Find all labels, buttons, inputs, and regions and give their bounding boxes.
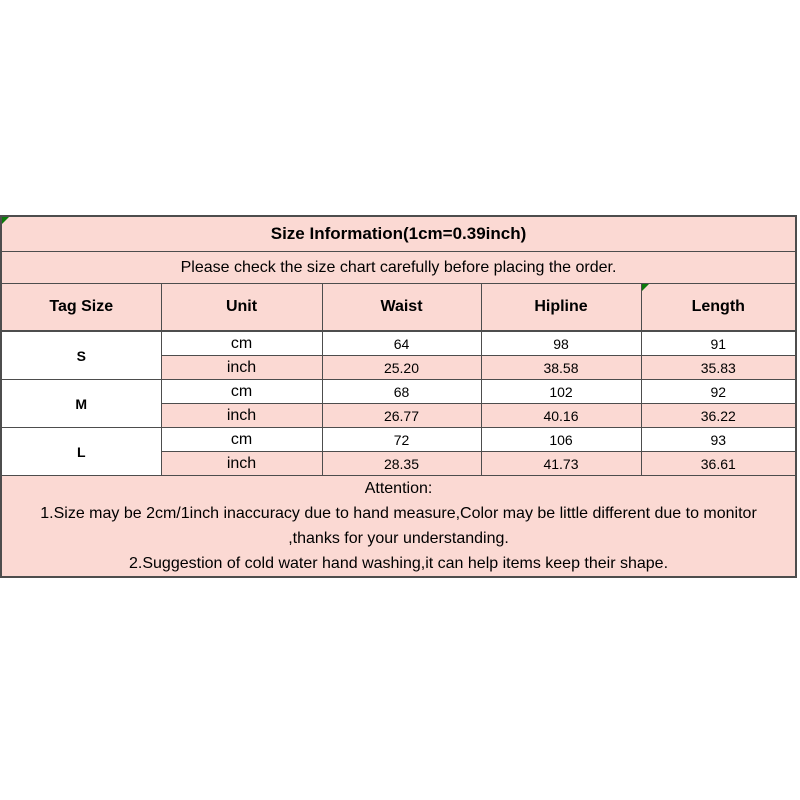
value-s-length-cm: 91 [641,331,796,356]
value-s-waist-inch: 25.20 [322,356,481,380]
value-l-waist-inch: 28.35 [322,452,481,476]
tag-size-s: S [1,331,161,380]
table-title: Size Information(1cm=0.39inch) [270,224,527,243]
col-header-waist: Waist [322,284,481,332]
value-m-hipline-inch: 40.16 [481,404,641,428]
table-row-l-cm [1,428,796,452]
size-table [0,215,797,578]
attention-notes [1,476,796,578]
column-header-row [1,284,796,332]
col-header-tag-size: Tag Size [1,284,161,332]
value-l-waist-cm: 72 [322,428,481,452]
value-m-length-inch: 36.22 [641,404,796,428]
value-s-hipline-cm: 98 [481,331,641,356]
value-m-waist-cm: 68 [322,380,481,404]
value-l-hipline-inch: 41.73 [481,452,641,476]
value-l-length-cm: 93 [641,428,796,452]
value-s-length-inch: 35.83 [641,356,796,380]
value-l-hipline-cm: 106 [481,428,641,452]
col-header-hipline: Hipline [481,284,641,332]
value-s-waist-cm: 64 [322,331,481,356]
tag-size-l: L [1,428,161,476]
unit-label-inch: inch [161,452,322,476]
attention-line-2: ,thanks for your understanding. [288,530,509,547]
attention-line-3: 2.Suggestion of cold water hand washing,it can help items keep their shape. [129,555,669,572]
unit-label-inch: inch [161,356,322,380]
unit-label-inch: inch [161,404,322,428]
unit-label-cm: cm [161,331,322,356]
col-header-length [641,284,796,332]
table-title-cell [1,216,796,252]
unit-label-cm: cm [161,380,322,404]
col-header-length-label: Length [691,298,745,315]
value-m-hipline-cm: 102 [481,380,641,404]
value-l-length-inch: 36.61 [641,452,796,476]
subtitle-row [1,252,796,284]
value-m-length-cm: 92 [641,380,796,404]
col-header-unit: Unit [161,284,322,332]
tag-size-m: M [1,380,161,428]
table-row-m-cm [1,380,796,404]
attention-heading: Attention: [364,480,433,497]
cell-flag-icon [2,217,9,224]
value-s-hipline-inch: 38.58 [481,356,641,380]
table-subtitle: Please check the size chart carefully before placing the order. [1,252,796,284]
table-row-s-cm [1,331,796,356]
unit-label-cm: cm [161,428,322,452]
title-row [1,216,796,252]
value-m-waist-inch: 26.77 [322,404,481,428]
attention-line-1: 1.Size may be 2cm/1inch inaccuracy due to hand measure,Color may be little different due to monitor [40,505,757,522]
cell-flag-icon [642,284,649,291]
notes-row [1,476,796,578]
